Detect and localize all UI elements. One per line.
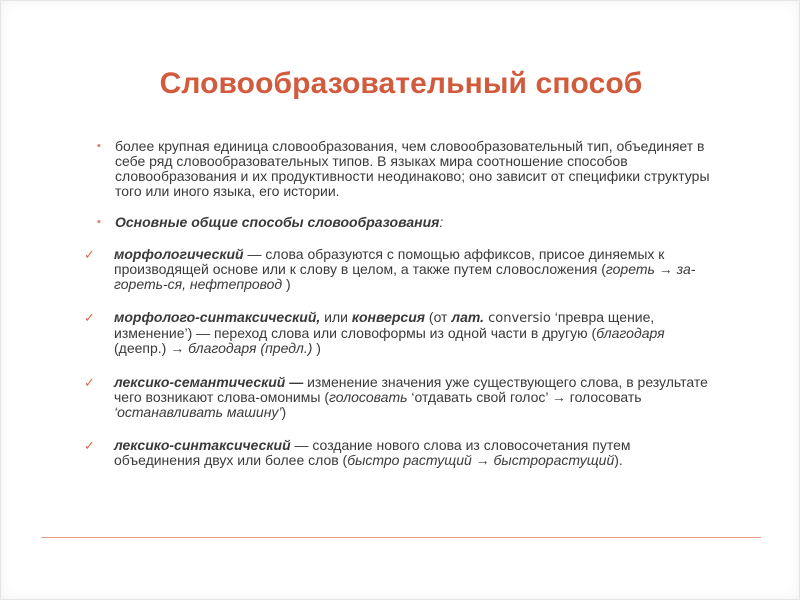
- method-item-morphological: [85, 247, 711, 292]
- subheading-colon: :: [439, 214, 444, 230]
- method-text: ‘отдавать свой голос’ → голосовать: [407, 389, 642, 405]
- method-example: благодаря: [596, 325, 665, 341]
- method-text: ‘превра щение, изменение’) — переход слова или словоформы из одной части в другую (: [114, 309, 655, 341]
- method-term: лексико-синтаксический: [114, 437, 291, 453]
- method-text: изменение значения уже существующего слова, в результате чего возникают слова-омонимы (: [114, 374, 708, 405]
- method-example: ‘останавливать машину’: [114, 404, 282, 420]
- subheading-paragraph: [89, 215, 711, 230]
- intro-text: более крупная единица словообразования, чем словообразовательный тип, объединяет в себе ряд словообразовательных типов. В языках мира соотношение способов словообразования и их продуктивности неодинаково; оно зависит от специфики структуры того или иного языка, его истории.: [115, 138, 710, 199]
- method-term: морфолого-синтаксический,: [114, 309, 321, 325]
- method-text: (от: [425, 309, 452, 325]
- method-text: (деепр.) →: [114, 340, 189, 356]
- square-bullet-icon: ▪: [97, 140, 101, 152]
- check-bullet-icon: ✓: [84, 247, 95, 262]
- method-item-lexico-semantic: [85, 375, 711, 420]
- method-text: ): [281, 404, 287, 420]
- square-bullet-icon: ▪: [97, 216, 101, 228]
- method-item-lexico-syntactic: [85, 438, 711, 468]
- method-text: ): [282, 276, 291, 292]
- method-term: лексико-семантический —: [114, 374, 304, 390]
- method-text: или: [320, 309, 352, 325]
- method-term: морфологический: [114, 246, 244, 262]
- method-text: ): [312, 340, 321, 356]
- method-example: быстро растущий → быстрорастущий: [347, 452, 615, 468]
- method-example: голосовать: [328, 389, 408, 405]
- method-example: гореть → за-гореть-ся, нефтепровод: [114, 261, 696, 292]
- method-text: — слова образуются с помощью аффиксов, присое диняемых к производящей основе или к слову в целом, а также путем словосложения (: [114, 246, 665, 277]
- check-bullet-icon: ✓: [84, 438, 95, 453]
- method-text: ).: [614, 452, 623, 468]
- intro-paragraph: [89, 139, 711, 199]
- subheading-text: Основные общие способы словообразования: [115, 214, 440, 230]
- method-item-morph-syntactic: [85, 310, 711, 356]
- method-term: конверсия: [351, 309, 426, 325]
- method-text: — создание нового слова из словосочетания путем объединения двух или более слов (: [114, 437, 631, 468]
- check-bullet-icon: ✓: [84, 375, 95, 390]
- slide-title: Словообразовательный способ: [159, 67, 643, 100]
- slide-content: [84, 138, 711, 468]
- method-abbrev: лат.: [451, 309, 485, 325]
- method-latin-word: conversio: [484, 311, 551, 326]
- method-example: благодаря (предл.): [188, 340, 313, 356]
- check-bullet-icon: ✓: [84, 310, 95, 325]
- footer-divider: [41, 537, 761, 538]
